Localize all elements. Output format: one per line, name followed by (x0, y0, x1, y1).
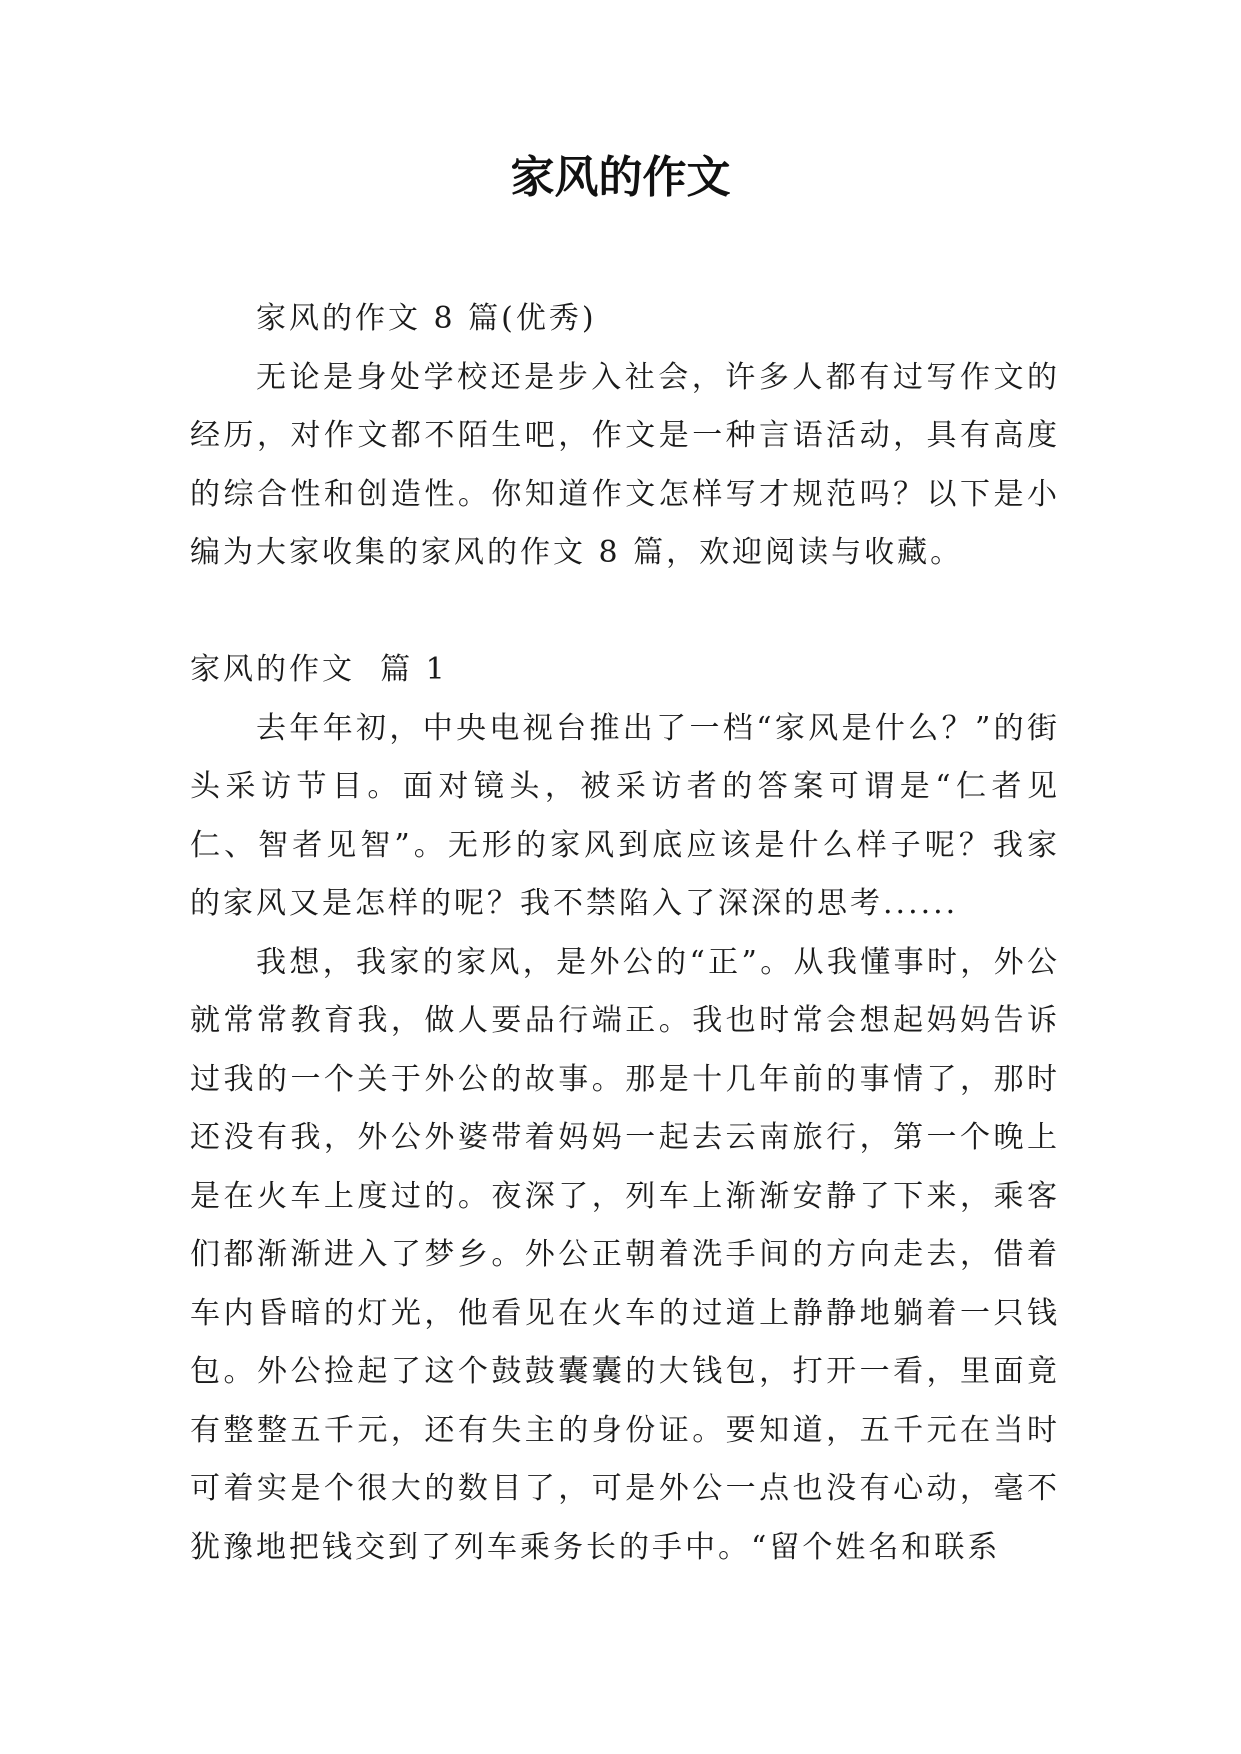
body-paragraph-2: 我想，我家的家风，是外公的“正”。从我懂事时，外公就常常教育我，做人要品行端正。我也时常会想起妈妈告诉过我的一个关于外公的故事。那是十几年前的事情了，那时还没有我，外公外婆带着妈妈一起去云南旅行，第一个晚上是在火车上度过的。夜深了，列车上渐渐安静了下来，乘客们都渐渐进入了梦乡。外公正朝着洗手间的方向走去，借着车内昏暗的灯光，他看见在火车的过道上静静地躺着一只钱包。外公捡起了这个鼓鼓囊囊的大钱包，打开一看，里面竟有整整五千元，还有失主的身份证。要知道，五千元在当时可着实是个很大的数目了，可是外公一点也没有心动，毫不犹豫地把钱交到了列车乘务长的手中。“留个姓名和联系 (190, 944, 1060, 1565)
document-title: 家风的作文 (510, 152, 731, 203)
paragraph-spacer (190, 583, 1060, 642)
intro-paragraph: 无论是身处学校还是步入社会，许多人都有过写作文的经历，对作文都不陌生吧，作文是一种言语活动，具有高度的综合性和创造性。你知道作文怎样写才规范吗？以下是小编为大家收集的家风的作文 8 篇，欢迎阅读与收藏。 (190, 359, 1060, 570)
section-heading: 家风的作文 篇 1 (190, 652, 448, 687)
document-subtitle: 家风的作文 8 篇(优秀) (256, 301, 597, 336)
document-body (190, 290, 1060, 1577)
body-paragraph-1: 去年年初，中央电视台推出了一档“家风是什么？”的街头采访节目。面对镜头，被采访者的答案可谓是“仁者见仁、智者见智”。无形的家风到底应该是什么样子呢？我家的家风又是怎样的呢？我不禁陷入了深深的思考...... (190, 710, 1060, 921)
